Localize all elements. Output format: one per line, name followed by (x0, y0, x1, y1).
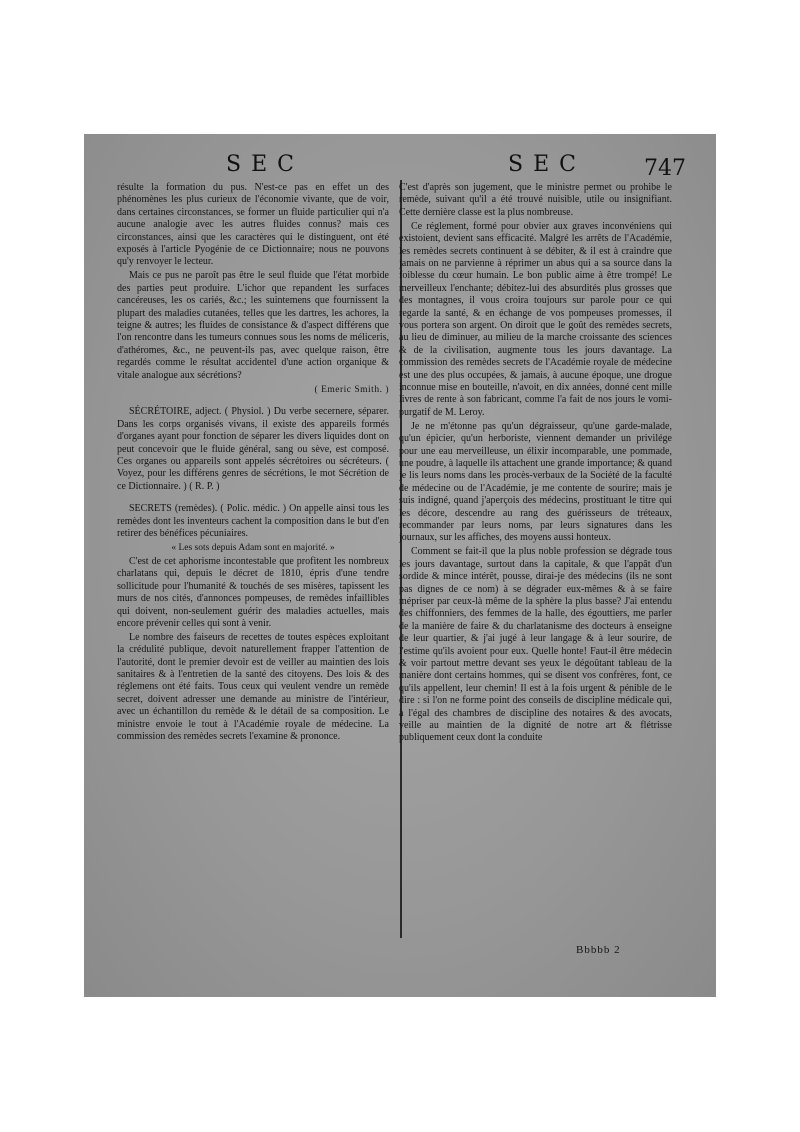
epigraph-quote: « Les sots depuis Adam sont en majorité. » (171, 542, 335, 553)
author-signature: ( Emeric Smith. ) (314, 385, 389, 395)
right-paragraph-3: Je ne m'étonne pas qu'un dégraisseur, qu'une garde-malade, qu'un épicier, qu'un herboriste, viennent demander un privilége pour une eau merveilleuse, un élixir incomparable, une pommade, une poudre, à laquelle ils attachent une grande importance; & quand je lis leurs noms dans les procès-verbaux de la Société de la faculté de médecine ou de l'Académie, je me contente de sourire; mais je suis indigné, quand j'aperçois des médecins, prostituant le titre qui les décore, descendre au rang des guérisseurs de tréteaux, recommander par leurs noms, par leurs signatures dans les journaux, sur les affiches, des moyens aussi honteux. (399, 420, 672, 544)
right-column (399, 182, 672, 942)
entry-secrets: SECRETS (remèdes). ( Polic. médic. ) On appelle ainsi tous les remèdes dont les inventeurs cachent la composition dans le but d'en retirer des bénéfices pécuniaires. (117, 503, 389, 540)
left-paragraph-4: Le nombre des faiseurs de recettes de toutes espèces exploitant la crédulité publique, devoit naturellement frapper l'attention de l'autorité, dont le premier devoir est de veiller au maintien des lois sanitaires & à l'entretien de la santé des citoyens. Des lois & des réglemens ont été faits. Tous ceux qui veulent vendre un remède secret, doivent adresser une demande au ministre de l'intérieur, avec un échantillon du remède & le détail de sa composition. Le ministre envoie le tout à l'Académie royale de médecine. La commission des remèdes secrets l'examine & prononce. (117, 631, 389, 743)
running-header-left: SEC (226, 152, 304, 177)
left-paragraph-2: Mais ce pus ne paroît pas être le seul fluide que l'état morbide des parties peut produire. L'ichor que repandent les surfaces cancéreuses, les os cariés, &c.; les suintemens que fournissent la plupart des maladies cutanées, telles que les dartres, les achores, la teigne & autres; les fluides de consistance & d'aspect différens que l'on rencontre dans les tumeurs connues sous les noms de méliceris, d'athéromes, &c., ne peuvent-ils pas, avec quelque raison, être regardés comme le résultat accidentel d'une action organique & vitale analogue aux sécrétions? (117, 270, 389, 381)
left-paragraph-3: C'est de cet aphorisme incontestable que profitent les nombreux charlatans qui, depuis le décret de 1810, épris d'une tendre sollicitude pour l'humanité & touchés de ses misères, tapissent les murs de nos cités, d'annonces pompeuses, de remèdes infaillibles qui doivent, non-seulement guérir des maladies actuelles, mais encore prévenir celles qui sont à venir. (117, 555, 389, 629)
left-column (117, 182, 389, 942)
right-paragraph-2: Ce réglement, formé pour obvier aux graves inconvéniens qui existoient, devient sans efficacité. Malgré les arrêts de l'Académie, les remèdes secrets continuent à se débiter, & il est à craindre que jamais on ne parvienne à réprimer un abus qui a sa source dans la foiblesse du cœur humain. Le bon public aime à être trompé! Le merveilleux l'enchante; débitez-lui des absurdités plus grosses que des montagnes, il vous croira toujours sur parole pour ce qui regarde la santé, & en échange de vos pompeuses promesses, il vous portera son argent. On diroit que le goût des remèdes secrets, au lieu de diminuer, au milieu de la marche croissante des sciences & de la civilisation, augmente tous les jours davantage. La commission des remèdes secrets de l'Académie royale de médecine est une des plus occupées, & jamais, à aucune époque, une drogue inconnue mise en bouteille, n'avoit, en dix années, donné cent mille livres de rente à son fabricant, comme l'a fait de nos jours le vomi-purgatif de M. Leroy. (399, 220, 672, 418)
right-paragraph-4: Comment se fait-il que la plus noble profession se dégrade tous les jours davantage, surtout dans la capitale, & que l'appât d'un sordide & mince intérêt, pousse, dirai-je des médecins (ils ne sont pas dignes de ce nom) à se dégrader eux-mêmes & à se faire mépriser par ceux-là même de la sphère la plus basse? J'ai entendu des chiffonniers, des femmes de la halle, des égouttiers, me parler de la manière de faire & du charlatanisme des docteurs à enseigne de leur quartier, & j'ai jugé à leur langage & à leur sourire, de l'estime qu'ils avoient pour eux. Quelle honte! Faut-il être médecin & voir partout mettre devant ses yeux le dégoûtant tableau de la manière dont certains hommes, qui se disent vos confrères, font, ce qu'ils appellent, leur chemin! Il est à la fois urgent & pénible de le dire : si l'on ne forme point des conseils de discipline médicale qui, à l'égal des chambres de discipline des notaires & des avocats, veille au maintien de la dignité de notre art & flétrisse publiquement ceux dont la conduite (399, 546, 672, 744)
right-paragraph-1: C'est d'après son jugement, que le ministre permet ou prohibe le remède, suivant qu'il a été trouvé nuisible, utile ou insignifiant. Cette dernière classe est la plus nombreuse. (399, 182, 672, 218)
page-number: 747 (644, 156, 686, 181)
entry-secretoire: SÉCRÉTOIRE, adject. ( Physiol. ) Du verbe secernere, séparer. Dans les corps organisés vivans, il existe des appareils formés d'organes ayant pour fonction de séparer les divers liquides dont on peut concevoir que le fluide général, sang ou sève, est composé. Ces organes ou appareils sont appelés sécrétoires ou sécréteurs. ( Voyez, pour les différens genres de sécrétions, le mot Sécrétion de ce Dictionnaire. ) ( R. P. ) (117, 406, 389, 492)
printer-signature-mark: Bbbbb 2 (576, 944, 621, 956)
running-header-right: SEC (508, 152, 586, 177)
left-paragraph-1: résulte la formation du pus. N'est-ce pas en effet un des phénomènes les plus curieux de l'économie vivante, que de voir, dans certaines circonstances, se former un fluide particulier qui n'a aucune analogie avec les autres fluides connus? mais ces circonstances, ainsi que les caractères qui le distinguent, ont été exposés à l'article Pyogénie de ce Dictionnaire; nous ne pouvons qu'y renvoyer le lecteur. (117, 182, 389, 268)
